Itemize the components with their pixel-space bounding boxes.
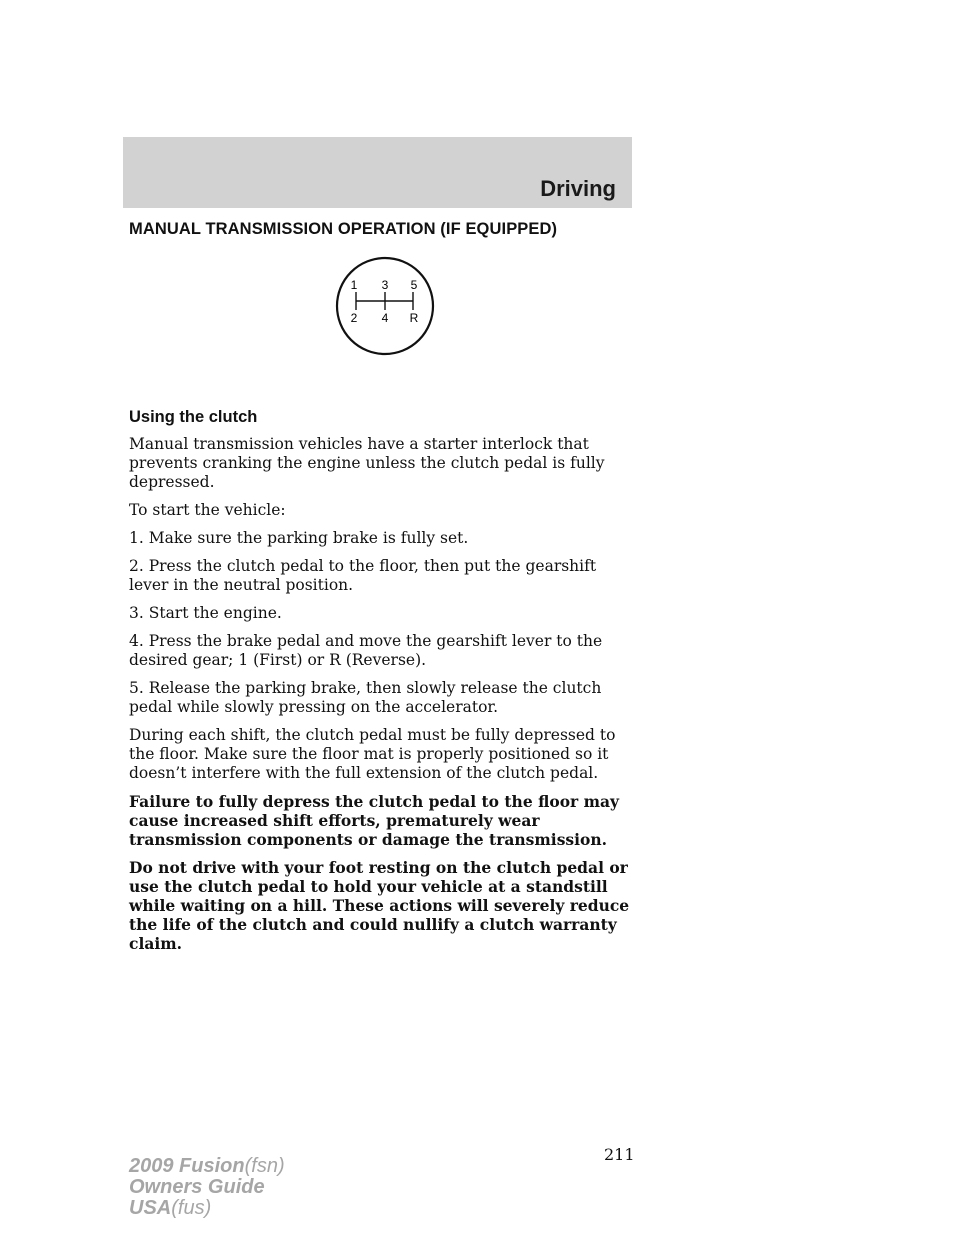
page-content [129, 220, 634, 962]
paragraph: To start the vehicle: [129, 501, 286, 519]
warning-text: Failure to fully depress the clutch pedal to the floor may cause increased shift efforts, prematurely wear transmission components or damage the transmission. [129, 792, 620, 849]
step-item: 1. Make sure the parking brake is fully set. [129, 529, 469, 547]
section-title: Driving [540, 176, 616, 201]
warning-text: Do not drive with your foot resting on the clutch pedal or use the clutch pedal to hold your vehicle at a standstill while waiting on a hill. These actions will severely reduce the life of the clutch and could nullify a clutch warranty claim. [129, 858, 630, 953]
document-footer [129, 1156, 285, 1219]
paragraph: During each shift, the clutch pedal must be fully depressed to the floor. Make sure the floor mat is properly positioned so it doesn’t interfere with the full extension of the clutch pedal. [129, 726, 616, 782]
footer-guide: Owners Guide [129, 1176, 265, 1198]
page-title: MANUAL TRANSMISSION OPERATION (IF EQUIPPED) [129, 220, 558, 238]
page-number: 211 [604, 1145, 635, 1164]
shift-pattern-diagram [129, 249, 634, 394]
step-item: 5. Release the parking brake, then slowly release the clutch pedal while slowly pressing on the accelerator. [129, 679, 602, 716]
section-header-band [123, 137, 632, 208]
footer-model-code: (fsn) [244, 1155, 285, 1177]
footer-model: 2009 Fusion [129, 1155, 245, 1177]
gearshift-knob-icon [334, 255, 436, 357]
step-item: 3. Start the engine. [129, 604, 282, 622]
gear-label-bottom-4: 4 [381, 311, 389, 325]
footer-market: USA [129, 1197, 172, 1219]
footer-market-code: (fus) [171, 1197, 212, 1219]
gear-label-top-3: 3 [381, 278, 389, 292]
paragraph: Manual transmission vehicles have a starter interlock that prevents cranking the engine unless the clutch pedal is fully depressed. [129, 435, 605, 491]
gear-label-bottom-2: 2 [350, 311, 358, 325]
gear-label-bottom-r: R [409, 311, 419, 325]
step-item: 4. Press the brake pedal and move the gearshift lever to the desired gear; 1 (First) or R (Reverse). [129, 632, 603, 669]
step-item: 2. Press the clutch pedal to the floor, then put the gearshift lever in the neutral position. [129, 557, 597, 594]
subheading: Using the clutch [129, 408, 258, 426]
gear-label-top-1: 1 [350, 278, 358, 292]
gear-label-top-5: 5 [410, 278, 418, 292]
